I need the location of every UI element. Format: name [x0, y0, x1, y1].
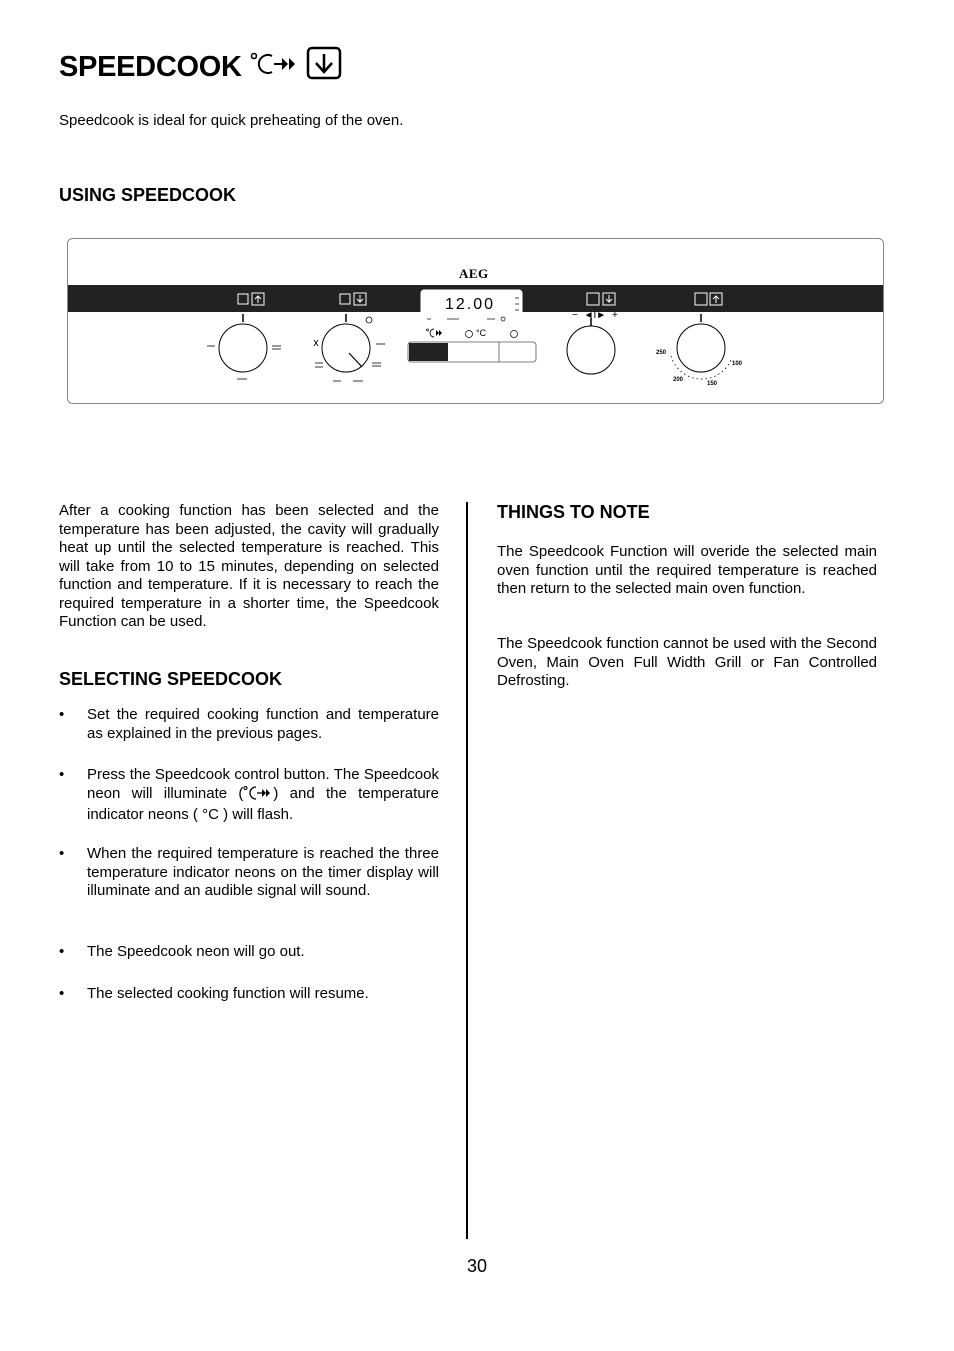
timer-temp-button-symbol: °C — [476, 328, 487, 338]
page-title — [59, 46, 342, 88]
list-item — [59, 985, 439, 1004]
bullet-text-part: Press the Speedcook control button. The Speedcook neon will illuminate ( — [87, 766, 439, 802]
bullet-text: The selected cooking function will resume. — [87, 985, 369, 1002]
list-item — [59, 766, 439, 825]
temp-label-200: 200 — [673, 377, 684, 383]
bullet-text-part: ) and the temperature indicator neons ( — [87, 784, 439, 823]
speedcook-symbol-icon — [243, 785, 273, 807]
bullet: • — [59, 706, 65, 723]
degree-c-symbol: °C — [202, 806, 219, 823]
list-item — [59, 706, 439, 743]
speedcook-button-symbol — [426, 328, 444, 340]
bullet-text — [87, 766, 439, 825]
page-title-text: SPEEDCOOK — [59, 50, 242, 83]
after-function-paragraph: After a cooking function has been selected and the temperature has been adjusted, the cavity will gradually heat up until the selected temperature is reached. This will take from 10 to 15 minutes, depending on selected function and temperature. If it is necessary to reach the required temperature in a shorter time, the Speedcook Function can be used. — [59, 502, 439, 630]
note-paragraph-2: The Speedcook function cannot be used with the Second Oven, Main Oven Full Width Grill or Fan Controlled Defrosting. — [497, 635, 877, 689]
oven-control-panel — [67, 238, 884, 404]
bullet: • — [59, 766, 65, 783]
timer-display: 12.00 — [445, 296, 496, 313]
speedcook-symbol-icon — [250, 49, 298, 85]
temp-label-100: 100 — [732, 361, 743, 367]
brand-logo: AEG — [459, 266, 489, 281]
note-paragraph-1: The Speedcook Function will overide the selected main oven function until the required temperature is reached then return to the selected main oven function. — [497, 543, 877, 597]
main-oven-down-arrow-icon — [306, 46, 342, 88]
list-item — [59, 845, 439, 901]
bullet-text: Set the required cooking function and temperature as explained in the previous pages. — [87, 706, 439, 742]
page-number: 30 — [466, 1256, 488, 1276]
selector-marks — [572, 310, 618, 321]
things-to-note-heading: THINGS TO NOTE — [497, 502, 650, 522]
selector-set: ◄I► — [583, 310, 607, 321]
bullet: • — [59, 985, 65, 1002]
bullet-text-part: ) will flash. — [223, 806, 294, 823]
using-speedcook-heading: USING SPEEDCOOK — [59, 185, 237, 205]
column-divider — [466, 502, 468, 1239]
selector-minus: − — [572, 310, 578, 321]
selector-plus: + — [611, 310, 618, 321]
bullet-text: When the required temperature is reached the three temperature indicator neons on the timer display will illuminate and an audible signal will sound. — [87, 845, 439, 899]
bullet: • — [59, 943, 65, 960]
intro-text: Speedcook is ideal for quick preheating of the oven. — [59, 112, 404, 129]
bullet-text: The Speedcook neon will go out. — [87, 943, 305, 960]
temp-label-250: 250 — [656, 350, 667, 356]
selecting-speedcook-heading: SELECTING SPEEDCOOK — [59, 669, 283, 689]
list-item — [59, 943, 439, 962]
temp-label-150: 150 — [707, 381, 718, 387]
bullet: • — [59, 845, 65, 862]
